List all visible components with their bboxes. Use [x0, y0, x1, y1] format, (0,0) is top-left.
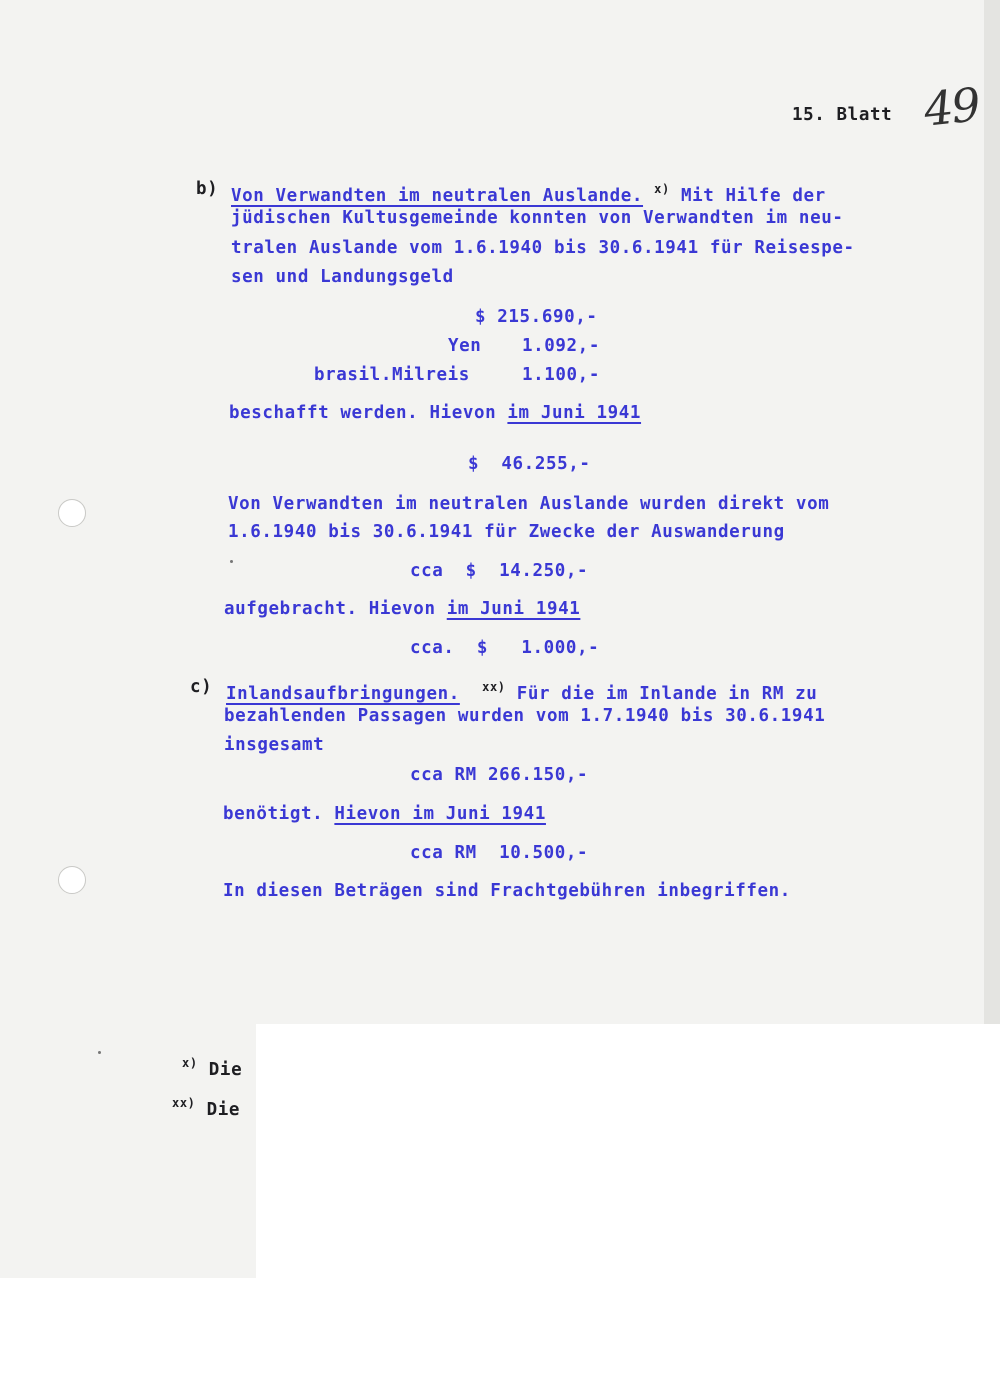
footnote-ref-xx: xx): [482, 680, 506, 694]
procured-text: beschafft werden. Hievon: [229, 403, 497, 423]
amount-usd: $ 215.690,-: [475, 307, 598, 327]
footnote-xx-mark: xx): [172, 1096, 196, 1110]
section-c-marker: c): [190, 677, 213, 697]
direct-line2: 1.6.1940 bis 30.6.1941 für Zwecke der Auswanderung: [228, 522, 785, 542]
section-c-line2: bezahlenden Passagen wurden vom 1.7.1940 bis 30.6.1941: [224, 706, 826, 726]
procured-line: [229, 402, 641, 424]
paper-speck: [98, 1051, 101, 1054]
section-b-line3: tralen Auslande vom 1.6.1940 bis 30.6.1941 für Reisespe-: [231, 238, 855, 258]
amount-milreis: 1.100,-: [522, 365, 600, 385]
footnote-x-mark: x): [182, 1056, 198, 1070]
june-usd-amount: $ 46.255,-: [468, 454, 591, 474]
punch-hole-lower: [58, 866, 86, 894]
section-b-heading: Von Verwandten im neutralen Auslande.: [231, 186, 644, 206]
footnote-ref-x: x): [654, 182, 670, 196]
june-amount: cca RM 10.500,-: [410, 843, 589, 863]
raised-line: [224, 598, 580, 620]
raised-period: im Juni 1941: [446, 599, 581, 619]
procured-period: im Juni 1941: [507, 403, 642, 423]
total-amount: cca RM 266.150,-: [410, 765, 589, 785]
section-b-first-line: [231, 178, 826, 207]
footnote-xx-text: Die: [206, 1100, 241, 1120]
amount-yen: 1.092,-: [522, 336, 600, 356]
raised-june-amount: cca. $ 1.000,-: [410, 638, 600, 658]
direct-amount: cca $ 14.250,-: [410, 561, 589, 581]
section-c-line1-rest: Für die im Inlande in RM zu: [516, 684, 818, 704]
closing-sentence: In diesen Beträgen sind Frachtgebühren inbegriffen.: [223, 881, 791, 901]
footnote-x-text: Die: [208, 1060, 243, 1080]
amount-milreis-label: brasil.Milreis: [314, 365, 470, 385]
footnote-x: [182, 1052, 242, 1081]
paper-speck: [230, 560, 233, 563]
amount-yen-label: Yen: [448, 336, 482, 356]
needed-period: Hievon im Juni 1941: [334, 804, 546, 824]
page-number: 15. Blatt: [792, 105, 893, 125]
needed-line: [223, 803, 546, 825]
section-c-heading: Inlandsaufbringungen.: [226, 684, 460, 704]
folio-number: 49: [921, 77, 982, 137]
punch-hole-upper: [58, 499, 86, 527]
section-c-first-line: [226, 676, 817, 705]
section-c-line3: insgesamt: [224, 735, 325, 755]
section-b-line2: jüdischen Kultusgemeinde konnten von Verwandten im neu-: [231, 208, 844, 228]
bottom-margin: [0, 1278, 1000, 1388]
section-b-line1-rest: Mit Hilfe der: [680, 186, 826, 206]
raised-text: aufgebracht. Hievon: [224, 599, 436, 619]
direct-line1: Von Verwandten im neutralen Auslande wurden direkt vom: [228, 494, 830, 514]
needed-text: benötigt.: [223, 804, 324, 824]
section-b-line4: sen und Landungsgeld: [231, 267, 454, 287]
section-b-marker: b): [196, 179, 219, 199]
footnote-xx: [172, 1092, 240, 1121]
